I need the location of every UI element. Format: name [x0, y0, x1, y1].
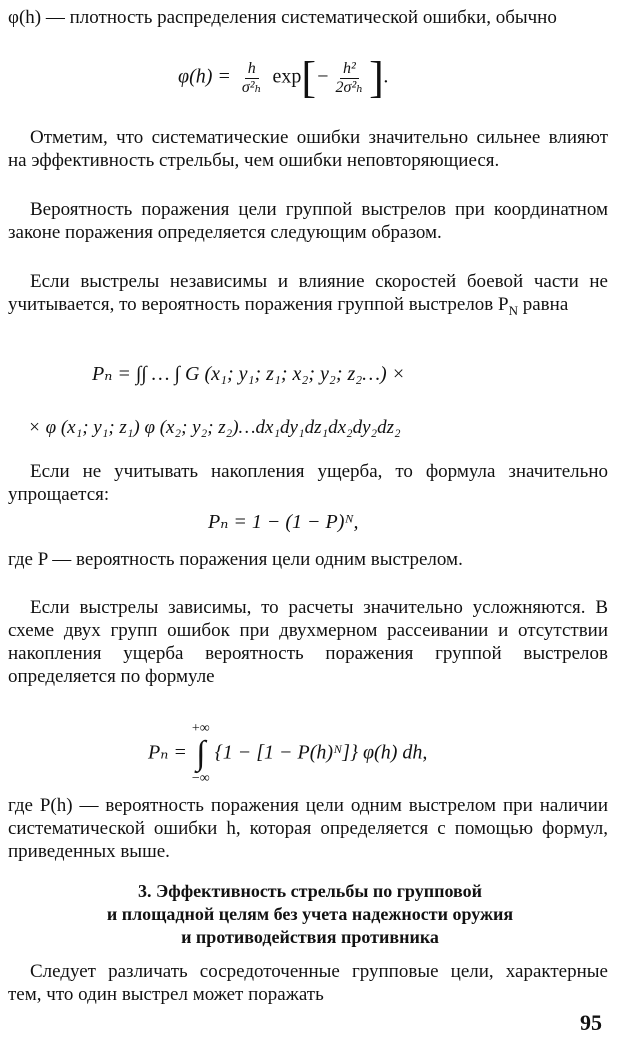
- page-number: 95: [580, 1010, 602, 1035]
- paragraph-dependent-shots: Если выстрелы зависимы, то расчеты значительно усложняются. В схеме двух групп ошибок при двухмерном рассеивании и отсутствии накопления ущерба вероятность поражения группой выстрелов определяется по формуле: [8, 597, 608, 687]
- section-heading: 3. Эффективность стрельбы по групповой и площадной целям без учета надежности оружия и противодействия противника: [106, 881, 514, 947]
- fraction-h-over-sigma: $\frac{h}{\text{σ²ₕ}}$: [241, 59, 262, 96]
- paragraph-coordinate-law: Вероятность поражения цели группой выстрелов при координатном законе поражения определяется следующим образом.: [8, 199, 608, 243]
- paragraph-density-definition: φ(h) — плотность распределения систематической ошибки, обычно: [8, 7, 557, 28]
- formula-integral-line-1: Pₙ = ∫∫ … ∫ G (x₁; y₁; z₁; x₂; y₂; z₂…) ×: [92, 363, 406, 385]
- paragraph-systematic-h: где P(h) — вероятность поражения цели одним выстрелом при наличии систематической ошибки h, которая определяется с помощью формул, приведенных выше.: [8, 795, 608, 862]
- formula-integral-line-2: × φ (x₁; y₁; z₁) φ (x₂; y₂; z₂)…dx₁dy₁dz₁dx₂dy₂dz₂: [28, 417, 401, 438]
- fraction-exponent: $\frac{\text{h²}}{\text{2σ²ₕ}}$: [335, 59, 364, 96]
- formula-dependent: Pₙ = +∞ ∫ −∞ {1 − [1 − P(h)ᴺ]} φ(h) dh,: [148, 721, 428, 786]
- paragraph-independent-shots: Если выстрелы независимы и влияние скоростей боевой части не учитывается, то вероятность поражения группой выстрелов $P_N$ равна: [8, 271, 608, 318]
- paragraph-single-shot-probability: где P — вероятность поражения цели одним выстрелом.: [8, 549, 463, 570]
- paragraph-no-accumulation: Если не учитывать накопления ущерба, то формула значительно упрощается:: [8, 461, 608, 505]
- formula-density: φ(h) = $\frac{h}{\text{σ²ₕ}}$ exp[− $\frac{\text{h²}}{\text{2σ²ₕ}}$ ].: [178, 53, 389, 102]
- integral-limits: +∞ ∫ −∞: [191, 721, 210, 786]
- paragraph-group-targets: Следует различать сосредоточенные групповые цели, характерные тем, что один выстрел может поражать: [8, 961, 608, 1005]
- formula-simplified: Pₙ = 1 − (1 − P)ᴺ,: [208, 511, 359, 533]
- paragraph-systematic-errors: Отметим, что систематические ошибки значительно сильнее влияют на эффективность стрельбы, чем ошибки неповторяющиеся.: [8, 127, 608, 171]
